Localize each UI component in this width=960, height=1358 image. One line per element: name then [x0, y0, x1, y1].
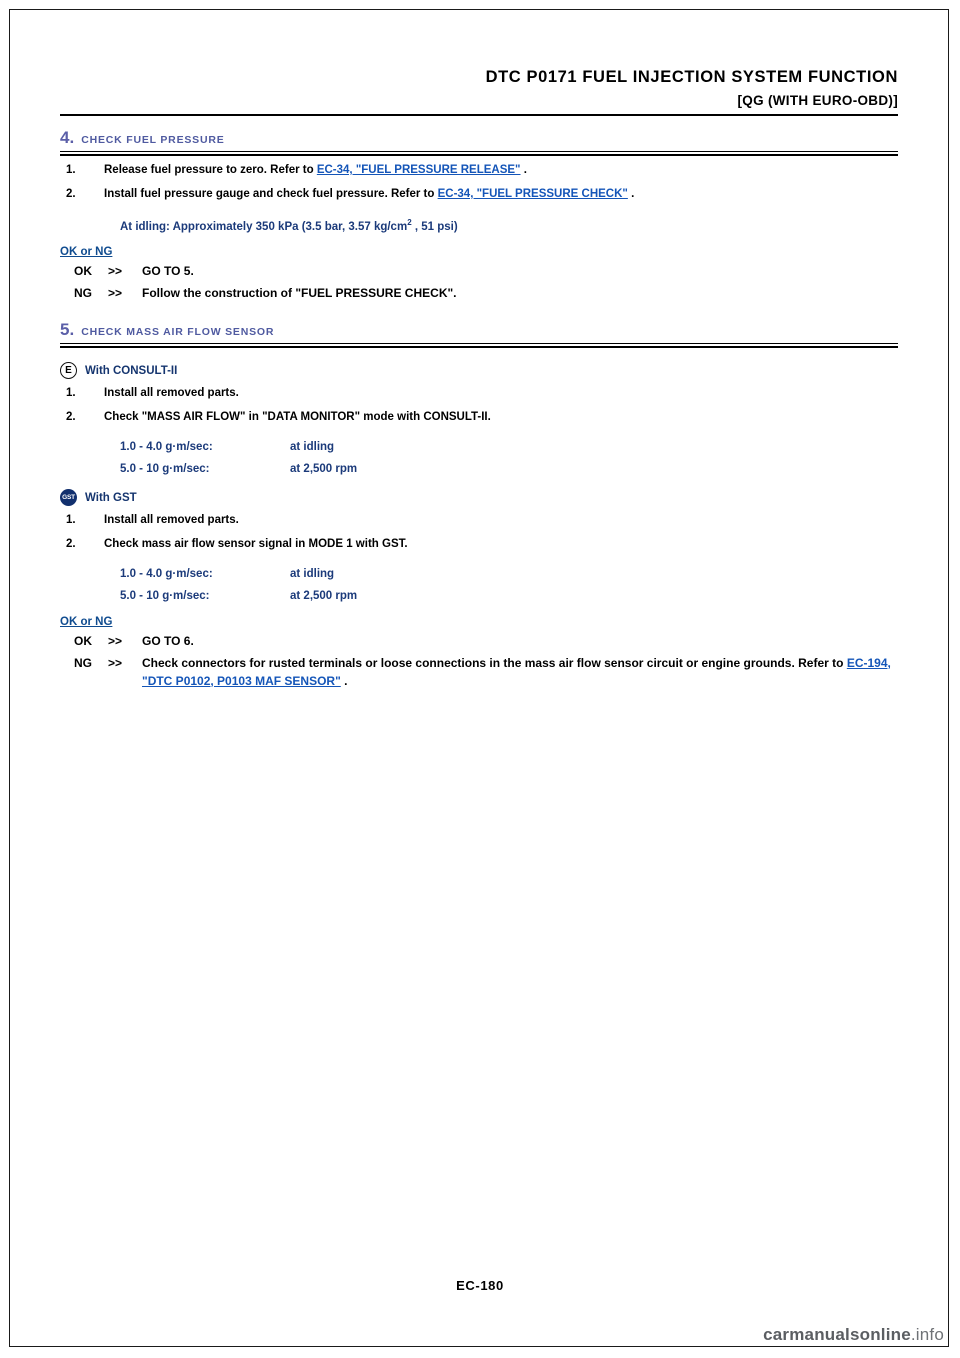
result-key: NG [74, 655, 92, 670]
site-watermark [763, 1325, 944, 1345]
step-5-okng-label: OK or NG [60, 615, 113, 628]
fuel-pressure-release-link[interactable]: EC-34, "FUEL PRESSURE RELEASE" [316, 164, 521, 176]
result-arrow: >> [108, 633, 123, 648]
result-text [142, 654, 898, 690]
spec-value: 5.0 - 10 g·m/sec: [120, 463, 210, 476]
step-5-result-ok [60, 632, 898, 650]
list-marker: 2. [66, 411, 76, 424]
list-item [60, 512, 898, 530]
spec-row [120, 568, 898, 580]
spec-row [120, 441, 898, 453]
result-text: GO TO 6. [142, 633, 194, 648]
step-4-okng-label: OK or NG [60, 246, 113, 259]
list-text: Install all removed parts. [104, 387, 239, 400]
result-arrow: >> [108, 655, 123, 670]
list-text: Check "MASS AIR FLOW" in "DATA MONITOR" mode with CONSULT-II. [104, 411, 491, 424]
list-text [104, 162, 898, 180]
spec-text-tail: , 51 psi) [411, 220, 458, 233]
result-key: OK [74, 264, 92, 279]
consult-tool-row [60, 362, 898, 379]
step-4-result-ok [60, 262, 898, 280]
spec-condition: at 2,500 rpm [290, 589, 358, 602]
list-item [60, 385, 898, 403]
spec-condition: at idling [290, 441, 335, 454]
step-5-rule-thin [60, 343, 898, 344]
result-arrow: >> [108, 286, 123, 301]
gst-tool-row [60, 489, 898, 506]
spec-value: 1.0 - 4.0 g·m/sec: [120, 567, 213, 580]
watermark-name: carmanualsonline [763, 1325, 911, 1344]
step-4-title: CHECK FUEL PRESSURE [81, 134, 225, 146]
step-4-number: 4. [60, 128, 75, 147]
spec-superscript: 2 [407, 217, 412, 227]
page-content [60, 126, 898, 690]
consult-specifications [60, 441, 898, 475]
result-text: GO TO 5. [142, 264, 194, 279]
step-4-rule-thick [60, 154, 898, 156]
list-item [60, 162, 898, 180]
text-before-link: Release fuel pressure to zero. Refer to [104, 164, 317, 176]
gst-specifications [60, 568, 898, 602]
result-key: NG [74, 286, 92, 301]
header-title: DTC P0171 FUEL INJECTION SYSTEM FUNCTION [485, 68, 898, 86]
list-marker: 1. [66, 387, 76, 400]
step-4-block [60, 128, 898, 302]
result-arrow: >> [108, 264, 123, 279]
step-5-block [60, 320, 898, 689]
step-4-result-ng [60, 284, 898, 302]
step-4-rule-thin [60, 151, 898, 152]
list-marker: 1. [66, 514, 76, 527]
fuel-pressure-check-link[interactable]: EC-34, "FUEL PRESSURE CHECK" [437, 187, 628, 200]
text-after-link: . [340, 673, 348, 688]
step-5-heading [60, 320, 898, 342]
list-item [60, 186, 898, 204]
consult-ii-icon: E [60, 362, 77, 379]
step-5-rule-thick [60, 346, 898, 348]
text-before-link: Install fuel pressure gauge and check fuel pressure. Refer to [104, 187, 438, 200]
header-divider [60, 114, 898, 116]
step-4-specification [60, 218, 898, 233]
spec-row [120, 463, 898, 475]
text-after-link: . [627, 187, 635, 200]
spec-value: 1.0 - 4.0 g·m/sec: [120, 441, 213, 454]
step-5-title: CHECK MASS AIR FLOW SENSOR [81, 326, 275, 339]
consult-tool-name: With CONSULT-II [85, 364, 178, 377]
gst-tool-name: With GST [85, 491, 137, 504]
result-key: OK [74, 633, 92, 648]
header-subtitle: [QG (WITH EURO-OBD)] [737, 93, 898, 108]
list-marker: 1. [66, 164, 76, 176]
step-5-result-ng [60, 654, 898, 690]
step-5-number: 5. [60, 320, 75, 340]
page-number: EC-180 [456, 1278, 504, 1293]
watermark-suffix: .info [910, 1325, 944, 1344]
spec-row [120, 590, 898, 602]
list-item [60, 409, 898, 427]
list-item [60, 536, 898, 554]
list-text: Check mass air flow sensor signal in MODE 1 with GST. [104, 537, 408, 550]
result-text: Follow the construction of "FUEL PRESSURE CHECK". [142, 286, 457, 301]
list-marker: 2. [66, 537, 76, 550]
maf-sensor-dtc-link[interactable]: EC-194, "DTC P0102, P0103 MAF SENSOR" [142, 655, 891, 688]
list-text: Install all removed parts. [104, 514, 239, 527]
spec-value: 5.0 - 10 g·m/sec: [120, 589, 210, 602]
spec-condition: at idling [290, 567, 335, 580]
gst-icon: GST [60, 489, 77, 506]
spec-text: At idling: Approximately 350 kPa (3.5 bar, 3.57 kg/cm [120, 220, 408, 233]
text-after-link: . [520, 164, 527, 176]
list-text [104, 186, 898, 204]
list-marker: 2. [66, 187, 76, 200]
page-header [60, 68, 898, 108]
text-before-link: Check connectors for rusted terminals or loose connections in the mass air flow sensor circuit or engine grounds. Refer to [142, 655, 847, 670]
spec-condition: at 2,500 rpm [290, 463, 358, 476]
step-4-heading [60, 128, 898, 150]
